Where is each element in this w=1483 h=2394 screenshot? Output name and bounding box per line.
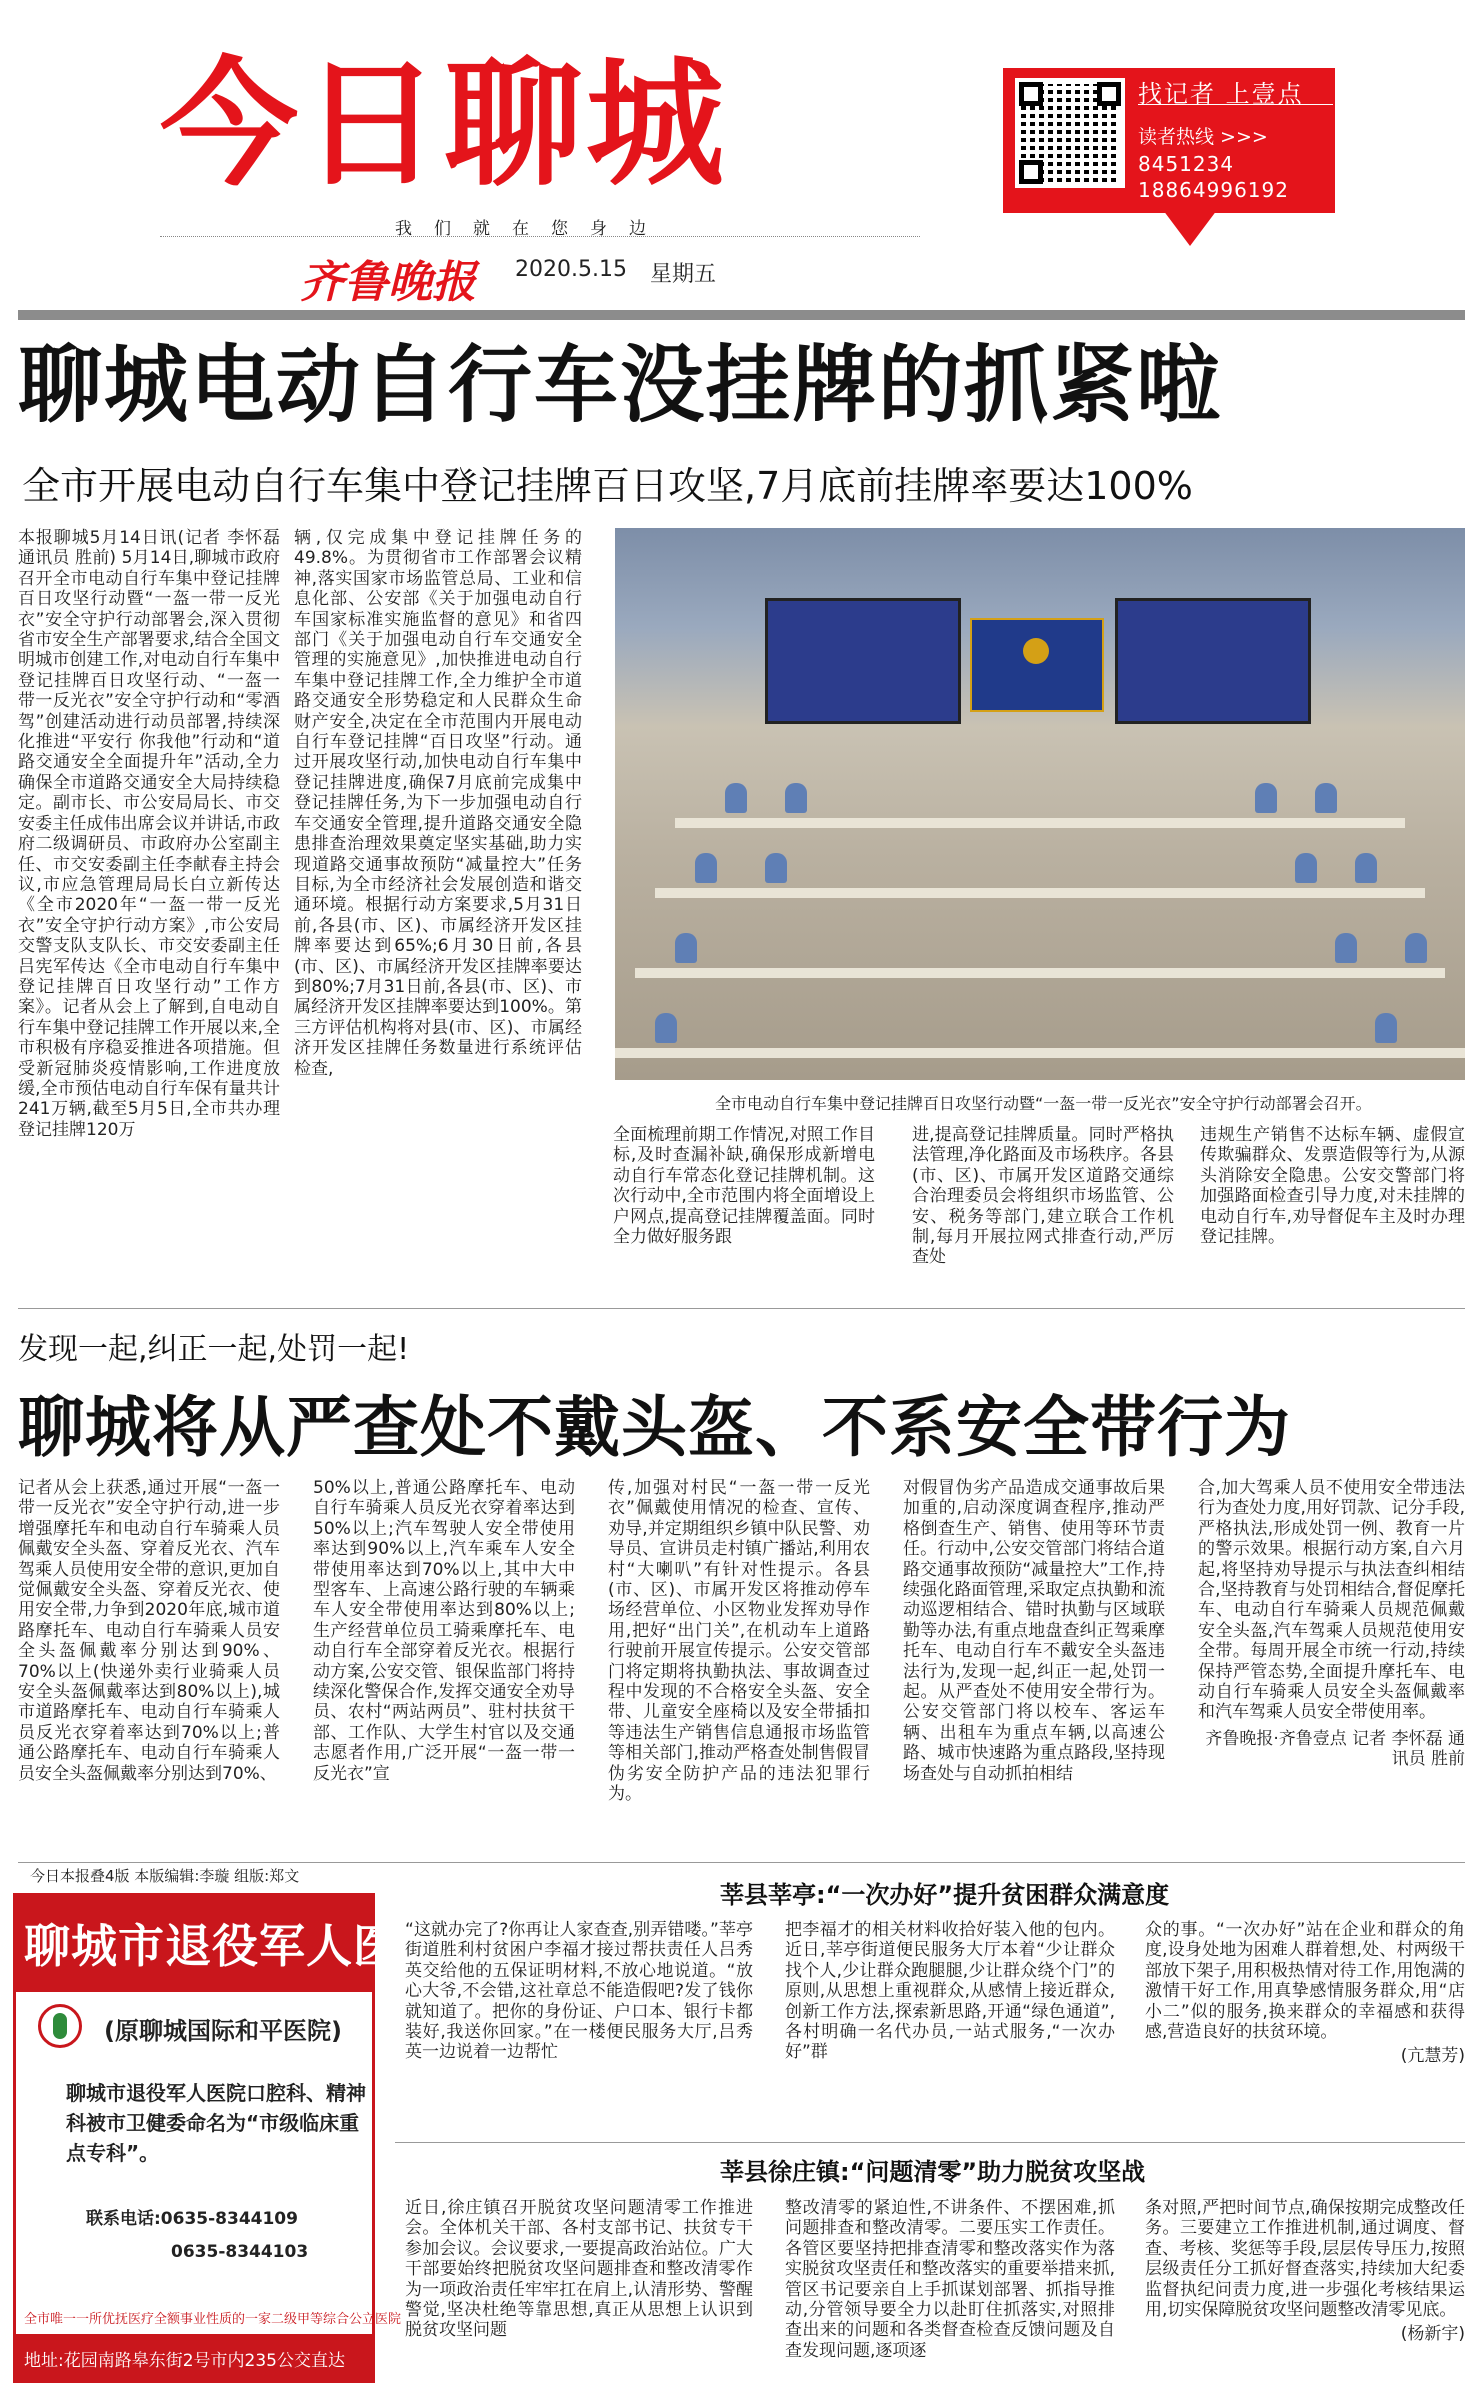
article4-column-2: 整改清零的紧迫性,不讲条件、不摆困难,抓问题排查和整改清零。二要压实工作责任。各管区要坚持把排查清零和整改落实作为落实脱贫攻坚责任和整改落实的重要举措来抓,管区书记要亲自上手抓谋划部署、抓指导推动,分管领导要全力以赴盯住抓落实,对照排查出来的问题和各类督查检查反馈问题及自查发现问题,逐项逐 — [785, 2198, 1115, 2361]
promo-divider — [1138, 104, 1333, 105]
article1-column-2: 辆,仅完成集中登记挂牌任务的49.8%。为贯彻省市工作部署会议精神,落实国家市场监管总局、工业和信息化部、公安部《关于加强电动自行车国家标准实施监督的意见》和省四部门《关于加强电动自行车交通安全管理的实施意见》,加快推进电动自行车集中登记挂牌工作,全力维护全市道路交通安全形势稳定和人民群众生命财产安全,决定在全市范围内开展电动自行车登记挂牌“百日攻坚”行动。通过开展攻坚行动,加快电动自行车集中登记挂牌进度,确保7月底前完成集中登记挂牌任务,为下一步加强电动自行车交通安全管理,提升道路交通安全隐患排查治理效果奠定坚实基础,助力实现道路交通事故预防“减量控大”任务目标,为全市经济社会发展创造和谐交通环境。根据行动方案要求,5月31日前,各县(市、区)、市属经济开发区挂牌率要达到65%;6月30日前,各县(市、区)、市属经济开发区挂牌率要达到80%;7月31日前,各县(市、区)、市属经济开发区挂牌率要达到100%。第三方评估机构将对县(市、区)、市属经济开发区挂牌任务数量进行系统评估检查, — [294, 528, 582, 1079]
section-divider-1 — [18, 1308, 1465, 1309]
article4-author: (杨新宇) — [1400, 2324, 1465, 2345]
masthead-title: 今日聊城 — [160, 44, 729, 205]
article2-column-5: 合,加大驾乘人员不使用安全带违法行为查处力度,用好罚款、记分手段,严格执法,形成处罚一例、教育一片的警示效果。根据行动方案,自六月起,将坚持劝导提示与执法查纠相结合,坚持教育与处罚相结合,督促摩托车、电动自行车骑乘人员规范佩戴安全头盔,汽车驾乘人员规范使用安全带。每周开展全市统一行动,持续保持严管态势,全面提升摩托车、电动自行车骑乘人员安全头盔佩戴率和汽车驾乘人员安全带使用率。 齐鲁晚报·齐鲁壹点 记者 李怀磊 通讯员 胜前 — [1198, 1478, 1465, 1770]
article3-column-1: “这就办完了?你再让人家查查,别弄错喽。”莘亭街道胜利村贫困户李福才接过帮扶责任人吕秀英交给他的五保证明材料,不放心地说道。“放心大爷,不会错,这社章总不能造假吧?发了钱你就知道了。把你的身份证、户口本、银行卡都装好,我送你回家。”在一楼便民服务大厅,吕秀英一边说着一边帮忙 — [405, 1920, 753, 2063]
masthead-divider — [160, 236, 920, 237]
ad-note: 全市唯一一所优抚医疗全额事业性质的一家二级甲等综合公立医院 — [24, 2312, 402, 2327]
article2-column-3: 传,加强对村民“一盔一带一反光衣”佩戴使用情况的检查、宣传、劝导,并定期组织乡镇中队民警、劝导员、宣讲员走村镇广播站,利用农村“大喇叭”有针对性提示。各县(市、区)、市属开发区将推动停车场经营单位、小区物业发挥劝导作用,把好“出门关”,在机动车上道路行驶前开展宣传提示。公安交管部门将定期将执勤执法、事故调查过程中发现的不合格安全头盔、安全带、儿童安全座椅以及安全带插扣等违法生产销售信息通报市场监管等相关部门,推动严格查处制售假冒伪劣安全防护产品的违法犯罪行为。 — [608, 1478, 870, 1805]
section-divider-3 — [395, 2142, 1465, 2143]
article4-column-1: 近日,徐庄镇召开脱贫攻坚问题清零工作推进会。全体机关干部、各村支部书记、扶贫专干参加会议。会议要求,一要提高政治站位。广大干部要始终把脱贫攻坚问题排查和整改清零作为一项政治责任牢牢扛在肩上,认清形势、警醒警觉,坚决杜绝等靠思想,真正从思想上认识到脱贫攻坚问题 — [405, 2198, 753, 2341]
article4-headline: 莘县徐庄镇:“问题清零”助力脱贫攻坚战 — [720, 2158, 1146, 2186]
section-divider-2 — [18, 1862, 1465, 1863]
ad-title: 聊城市退役军人医院 — [24, 1919, 447, 1973]
hospital-logo-icon — [38, 2004, 82, 2048]
reader-hotline-pointer — [1160, 206, 1220, 246]
promo-title: 找记者 上壹点 — [1138, 80, 1304, 108]
issue-weekday: 星期五 — [650, 262, 717, 287]
meeting-photo — [615, 528, 1465, 1080]
page-footline: 今日本报叠4版 本版编辑:李璇 组版:郑文 — [30, 1867, 300, 1885]
hospital-advertisement — [13, 1893, 447, 2383]
article1-headline: 聊城电动自行车没挂牌的抓紧啦 — [18, 336, 1223, 434]
article2-byline: 齐鲁晚报·齐鲁壹点 记者 李怀磊 通讯员 胜前 — [1205, 1728, 1465, 1770]
article1-column-1: 本报聊城5月14日讯(记者 李怀磊 通讯员 胜前) 5月14日,聊城市政府召开全市电动自行车集中登记挂牌百日攻坚行动暨“一盔一带一反光衣”安全守护行动部署会,深入贯彻省市安全生产部署要求,结合全国文明城市创建工作,对电动自行车集中登记挂牌百日攻坚行动、“一盔一带一反光衣”安全守护行动和“零酒驾”创建活动进行动员部署,持续深化推进“平安行 你我他”行动和“道路交通安全全面提升年”活动,全力确保全市道路交通安全大局持续稳定。副市长、市公安局局长、市交安委主任成伟出席会议并讲话,市政府二级调研员、市政府办公室副主任、市交安委副主任李献春主持会议,市应急管理局局长白立新传达《全市2020年“一盔一带一反光衣”安全守护行动方案》,市公安局交警支队支队长、市交安委副主任吕宪军传达《全市电动自行车集中登记挂牌百日攻坚行动”工作方案》。记者从会上了解到,自电动自行车集中登记挂牌工作开展以来,全市积极有序稳妥推进各项措施。但受新冠肺炎疫情影响,工作进度放缓,全市预估电动自行车保有量共计241万辆,截至5月5日,全市共办理登记挂牌120万 — [18, 528, 280, 1140]
promo-phone-1: 8451234 — [1138, 152, 1235, 176]
article1-column-5: 违规生产销售不达标车辆、虚假宣传欺骗群众、发票造假等行为,从源头消除安全隐患。公安交警部门将加强路面检查引导力度,对未挂牌的电动自行车,劝导督促车主及时办理登记挂牌。 — [1200, 1125, 1465, 1248]
ad-address: 地址:花园南路皋东街2号市内235公交直达 — [24, 2351, 345, 2371]
article2-column-1: 记者从会上获悉,通过开展“一盔一带一反光衣”安全守护行动,进一步增强摩托车和电动自行车骑乘人员佩戴安全头盔、穿着反光衣、汽车驾乘人员使用安全带的意识,更加自觉佩戴安全头盔、穿着反光衣、使用安全带,力争到2020年底,城市道路摩托车、电动自行车骑乘人员安全头盔佩戴率分别达到90%、70%以上(快递外卖行业骑乘人员安全头盔佩戴率达到80%以上),城市道路摩托车、电动自行车骑乘人员反光衣穿着率达到70%以上;普通公路摩托车、电动自行车骑乘人员安全头盔佩戴率分别达到70%、 — [18, 1478, 280, 1784]
ad-body: 聊城市退役军人医院口腔科、精神科被市卫健委命名为“市级临床重点专科”。 — [66, 2081, 366, 2165]
ad-phone-1: 联系电话:0635-8344109 — [86, 2209, 298, 2229]
article3-author: (亢慧芳) — [1400, 2046, 1465, 2067]
issue-date: 2020.5.15 — [515, 257, 627, 282]
qr-code-icon[interactable] — [1015, 78, 1125, 188]
article2-column-2: 50%以上,普通公路摩托车、电动自行车骑乘人员反光衣穿着率达到50%以上;汽车驾驶人安全带使用率达到90%以上,汽车乘车人安全带使用率达到70%以上,其中大中型客车、上高速公路行驶的车辆乘车人安全带使用率达到80%以上;生产经营单位员工骑乘摩托车、电动自行车全部穿着反光衣。根据行动方案,公安交管、银保监部门将持续深化警保合作,发挥交通安全劝导员、农村“两站两员”、驻村扶贫干部、工作队、大学生村官以及交通志愿者作用,广泛开展“一盔一带一反光衣”宣 — [313, 1478, 575, 1784]
article1-column-3: 全面梳理前期工作情况,对照工作目标,及时查漏补缺,确保形成新增电动自行车常态化登记挂牌机制。这次行动中,全市范围内将全面增设上户网点,提高登记挂牌覆盖面。同时全力做好服务跟 — [613, 1125, 875, 1248]
article1-subheadline: 全市开展电动自行车集中登记挂牌百日攻坚,7月底前挂牌率要达100% — [22, 464, 1193, 508]
article2-headline: 聊城将从严查处不戴头盔、不系安全带行为 — [18, 1389, 1291, 1466]
article2-column-4: 对假冒伪劣产品造成交通事故后果加重的,启动深度调查程序,推动严格倒查生产、销售、使用等环节责任。行动中,公安交管部门将结合道路交通事故预防“减量控大”工作,持续强化路面管理,采取定点执勤和流动巡逻相结合、错时执勤与区域联勤等办法,有重点地盘查纠正驾乘摩托车、电动自行车不戴安全头盔违法行为,发现一起,纠正一起,处罚一起。从严查处不使用安全带行为。公安交管部门将以校车、客运车辆、出租车为重点车辆,以高速公路、城市快速路为重点路段,坚持现场查处与自动抓拍相结 — [903, 1478, 1165, 1784]
photo-caption: 全市电动自行车集中登记挂牌百日攻坚行动暨“一盔一带一反光衣”安全守护行动部署会召开。 — [715, 1094, 1372, 1113]
masthead-slogan: 我们就在您身边 — [395, 219, 668, 239]
article3-headline: 莘县莘亭:“一次办好”提升贫困群众满意度 — [720, 1881, 1170, 1909]
promo-phone-2: 18864996192 — [1138, 178, 1289, 202]
ad-phone-2: 0635-8344103 — [171, 2242, 309, 2262]
article1-column-4: 进,提高登记挂牌质量。同时严格执法管理,净化路面及市场秩序。各县(市、区)、市属开发区道路交通综合治理委员会将组织市场监管、公安、税务等部门,建立联合工作机制,每月开展拉网式排查行动,严厉查处 — [912, 1125, 1174, 1268]
article2-kicker: 发现一起,纠正一起,处罚一起! — [18, 1332, 410, 1367]
newspaper-brand: 齐鲁晚报 — [300, 257, 476, 308]
article3-column-2: 把李福才的相关材料收拾好装入他的包内。近日,莘亭街道便民服务大厅本着“少让群众找个人,少让群众跑腿腿,少让群众绕个门”的原则,从思想上重视群众,从感情上接近群众,创新工作方法,探索新思路,开通“绿色通道”,各村明确一名代办员,一站式服务,“一次办好”群 — [785, 1920, 1115, 2063]
article4-column-3: 条对照,严把时间节点,确保按期完成整改任务。三要建立工作推进机制,通过调度、督查、考核、奖惩等手段,层层传导压力,按照层级责任分工抓好督查落实,持续加大纪委监督执纪问责力度,进一步强化考核结果运用,切实保障脱贫攻坚问题整改清零见底。 (杨新宇) — [1145, 2198, 1465, 2345]
ad-subtitle: (原聊城国际和平医院) — [104, 2017, 342, 2045]
article3-column-3: 众的事。“一次办好”站在企业和群众的角度,设身处地为困难人群着想,处、村两级干部放下架子,用积极热情对待工作,用饱满的激情干好工作,用真挚感情服务群众,用“店小二”似的服务,换来群众的幸福感和获得感,营造良好的扶贫环境。 (亢慧芳) — [1145, 1920, 1465, 2067]
masthead-rule — [18, 310, 1465, 320]
promo-hotline-label: 读者热线 >>> — [1138, 126, 1268, 148]
